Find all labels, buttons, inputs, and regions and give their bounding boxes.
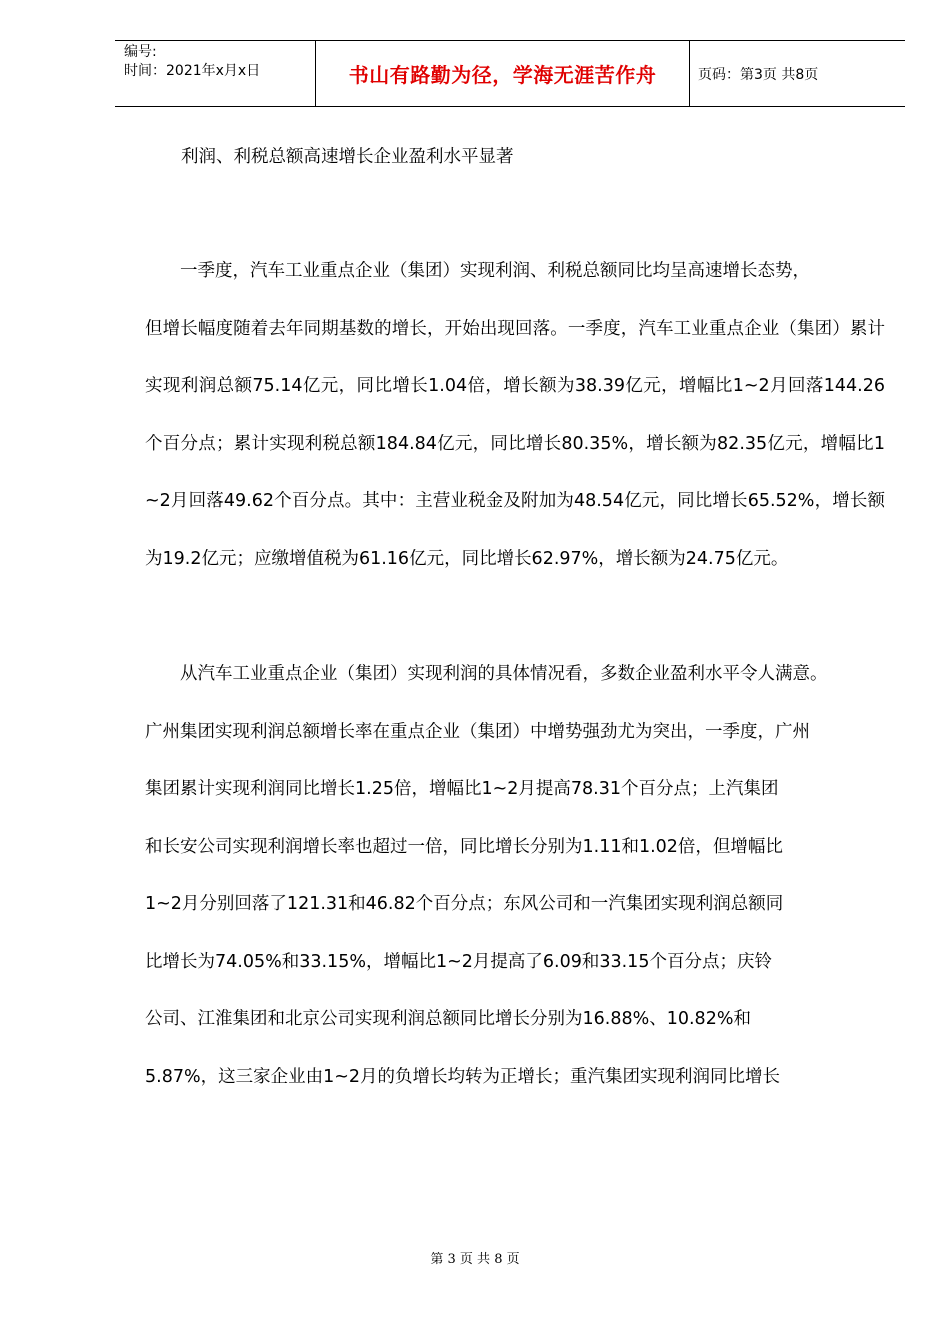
header-info-cell [115,41,316,106]
section-title: 利润、利税总额高速增长企业盈利水平显著 [181,147,514,167]
document-time-label: 时间：2021年x月x日 [124,63,261,79]
spacer [145,186,885,243]
paragraph-enterprise-detail: 从汽车工业重点企业（集团）实现利润的具体情况看，多数企业盈利水平令人满意。 广州集团实现利润总额增长率在重点企业（集团）中增势强劲尤为突出，一季度，广州 集团累计实现利润同比增长1.25倍，增幅比1~2月提高78.31个百分点；上汽集团 和长安公司实现利润增长率也超过一倍，同比增长分别为1.11和1.02倍，但增幅比 1~2月分别回落了121.31和46.82个百分点；东风公司和一汽集团实现利润总额同 比增长为74.05%和33.15%，增幅比1~2月提高了6.09和33.15个百分点；庆铃 公司、江淮集团和北京公司实现利润总额同比增长分别为16.88%、10.82%和 5.87%，这三家企业由1~2月的负增长均转为正增长；重汽集团实现利润同比增长 [145,664,828,1087]
document-number-label: 编号: [124,44,157,60]
page-header [115,40,905,107]
spacer [145,588,885,646]
document-body [145,128,885,1106]
paragraph-profit-overview: 一季度，汽车工业重点企业（集团）实现利润、利税总额同比均呈高速增长态势， 但增长幅度随着去年同期基数的增长，开始出现回落。一季度，汽车工业重点企业（集团）累计实现利润总额75.14亿元，同比增长1.04倍，增长额为38.39亿元，增幅比1~2月回落144.26个百分点；累计实现利税总额184.84亿元，同比增长80.35%，增长额为82.35亿元，增幅比1~2月回落49.62个百分点。其中：主营业税金及附加为48.54亿元，同比增长65.52%，增长额为19.2亿元；应缴增值税为61.16亿元，同比增长62.97%，增长额为24.75亿元。 [145,261,885,569]
header-motto: 书山有路勤为径，学海无涯苦作舟 [348,63,657,87]
page-footer: 第 3 页 共 8 页 [430,1252,520,1267]
header-motto-cell [316,41,690,106]
header-page-code: 页码：第3页 共8页 [698,66,819,83]
